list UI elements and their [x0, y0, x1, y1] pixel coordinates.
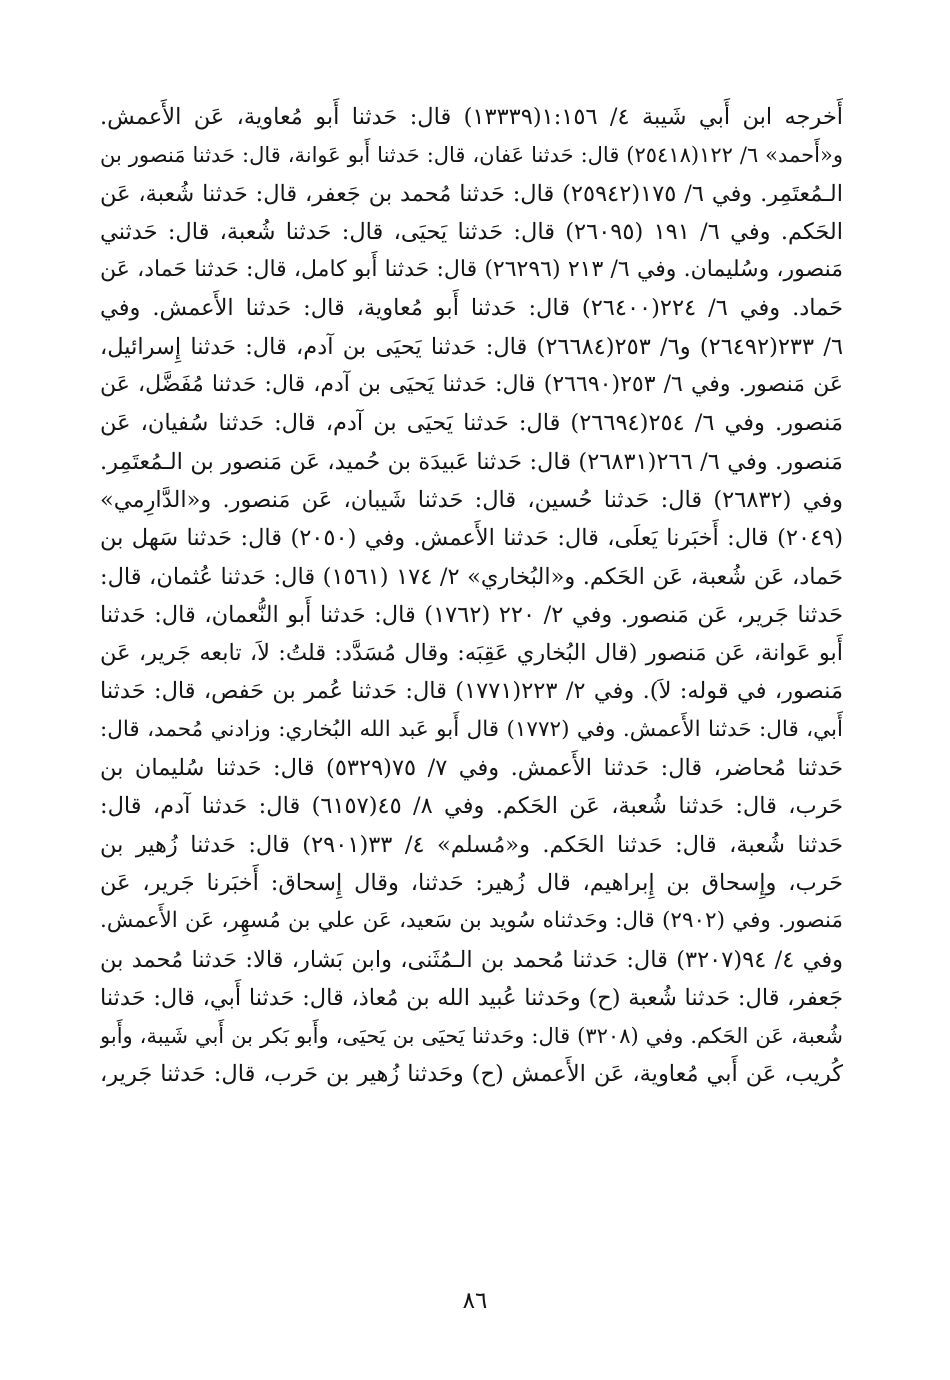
text-line: أَبو عَوانة، عَن مَنصور (قال البُخاري عَقِبَه: وقال مُسَدَّد: قلتُ: لاَ، تابعه جَرير، عَن	[100, 640, 843, 667]
text-line: حَماد. وفي ٦/ ٢٢٤(٢٦٤٠٠) قال: حَدثنا أَبو مُعاوية، قال: حَدثنا الأَعمش. وفي	[100, 295, 843, 322]
text-line: الحَكم. وفي ٦/ ١٩١ (٢٦٠٩٥) قال: حَدثنا يَحيَى، قال: حَدثنا شُعبة، قال: حَدثني	[100, 218, 843, 245]
text-line: مَنصور. وفي ٦/ ٢٥٤(٢٦٦٩٤) قال: حَدثنا يَحيَى بن آدم، قال: حَدثنا سُفيان، عَن	[100, 410, 843, 437]
page-number: ٨٦	[462, 1288, 488, 1314]
text-line: جَعفر، قال: حَدثنا شُعبة (ح) وحَدثنا عُبيد الله بن مُعاذ، قال: حَدثنا أَبي، قال: حَدثنا	[100, 984, 843, 1011]
text-line: مَنصور، في قوله: لاَ). وفي ٢/ ٢٢٣(١٧٧١) قال: حَدثنا عُمر بن حَفص، قال: حَدثنا	[100, 678, 843, 705]
text-line: و«أَحمد» ٦/ ١٢٢(٢٥٤١٨) قال: حَدثنا عَفان، قال: حَدثنا أَبو عَوانة، قال: حَدثنا مَنصور بن	[100, 143, 843, 168]
text-line: حَدثنا مُحاضر، قال: حَدثنا الأَعمش. وفي ٧/ ٧٥(٥٣٢٩) قال: حَدثنا سُليمان بن	[100, 755, 843, 782]
text-line: أَبي، قال: حَدثنا الأَعمش. وفي (١٧٧٢) قال أَبو عَبد الله البُخاري: وزادني مُحمد، قال:	[100, 716, 843, 742]
text-line: شُعبة، عَن الحَكم. وفي (٣٢٠٨) قال: وحَدثنا يَحيَى بن يَحيَى، وأَبو بَكر بن أَبي شَيبة، وأَبو	[100, 1024, 843, 1049]
text-line: مَنصور. وفي (٢٩٠٢) قال: وحَدثناه سُويد بن سَعيد، عَن علي بن مُسهِر، عَن الأَعمش.	[100, 908, 843, 934]
text-line: مَنصور، وسُليمان. وفي ٦/ ٢١٣ (٢٦٢٩٦) قال: حَدثنا أَبو كامل، قال: حَدثنا حَماد، عَن	[100, 257, 843, 283]
text-line: (٢٠٤٩) قال: أَخبَرنا يَعلَى، قال: حَدثنا الأَعمش. وفي (٢٠٥٠) قال: حَدثنا سَهل بن	[100, 525, 843, 552]
text-line: ٦/ ٢٣٣(٢٦٤٩٢) و٦/ ٢٥٣(٢٦٦٨٤) قال: حَدثنا يَحيَى بن آدم، قال: حَدثنا إِسرائيل،	[100, 333, 843, 360]
text-line: الـمُعتَمِر. وفي ٦/ ١٧٥(٢٥٩٤٢) قال: حَدثنا مُحمد بن جَعفر، قال: حَدثنا شُعبة، عَن	[100, 180, 843, 207]
text-line: أَخرجه ابن أَبي شَيبة ٤/ ١:١٥٦(١٣٣٣٩) قال: حَدثنا أَبو مُعاوية، عَن الأَعمش.	[100, 104, 843, 130]
text-line: حَدثنا جَرير، عَن مَنصور. وفي ٢/ ٢٢٠ (١٧٦٢) قال: حَدثنا أَبو النُّعمان، قال: حَدثنا	[100, 601, 843, 628]
text-line: مَنصور. وفي ٦/ ٢٦٦(٢٦٨٣١) قال: حَدثنا عَبيدَة بن حُميد، عَن مَنصور بن الـمُعتَمِر.	[100, 448, 843, 475]
text-line: عَن مَنصور. وفي ٦/ ٢٥٣(٢٦٦٩٠) قال: حَدثنا يَحيَى بن آدم، قال: حَدثنا مُفَضَّل، عَن	[100, 372, 843, 398]
text-line: وفي (٢٦٨٣٢) قال: حَدثنا حُسين، قال: حَدثنا شَيبان، عَن مَنصور. و«الدَّارِمي»	[100, 486, 843, 513]
text-line: حَماد، عَن شُعبة، عَن الحَكم. و«البُخاري» ٢/ ١٧٤ (١٥٦١) قال: حَدثنا عُثمان، قال:	[100, 563, 843, 590]
text-line: كُريب، عَن أَبي مُعاوية، عَن الأَعمش (ح) وحَدثنا زُهير بن حَرب، قال: حَدثنا جَرير،	[100, 1061, 843, 1088]
text-line: وفي ٤/ ٩٤(٣٢٠٧) قال: حَدثنا مُحمد بن الـمُثَنى، وابن بَشار، قالا: حَدثنا مُحمد بن	[100, 946, 843, 973]
main-text-block	[100, 98, 843, 1094]
text-line: حَدثنا شُعبة، قال: حَدثنا الحَكم. و«مُسلم» ٤/ ٣٣(٢٩٠١) قال: حَدثنا زُهير بن	[100, 831, 843, 858]
text-line: حَرب، وإِسحاق بن إِبراهيم، قال زُهير: حَدثنا، وقال إِسحاق: أَخبَرنا جَرير، عَن	[100, 869, 843, 896]
text-line: حَرب، قال: حَدثنا شُعبة، عَن الحَكم. وفي ٨/ ٤٥(٦١٥٧) قال: حَدثنا آدم، قال:	[100, 793, 843, 820]
